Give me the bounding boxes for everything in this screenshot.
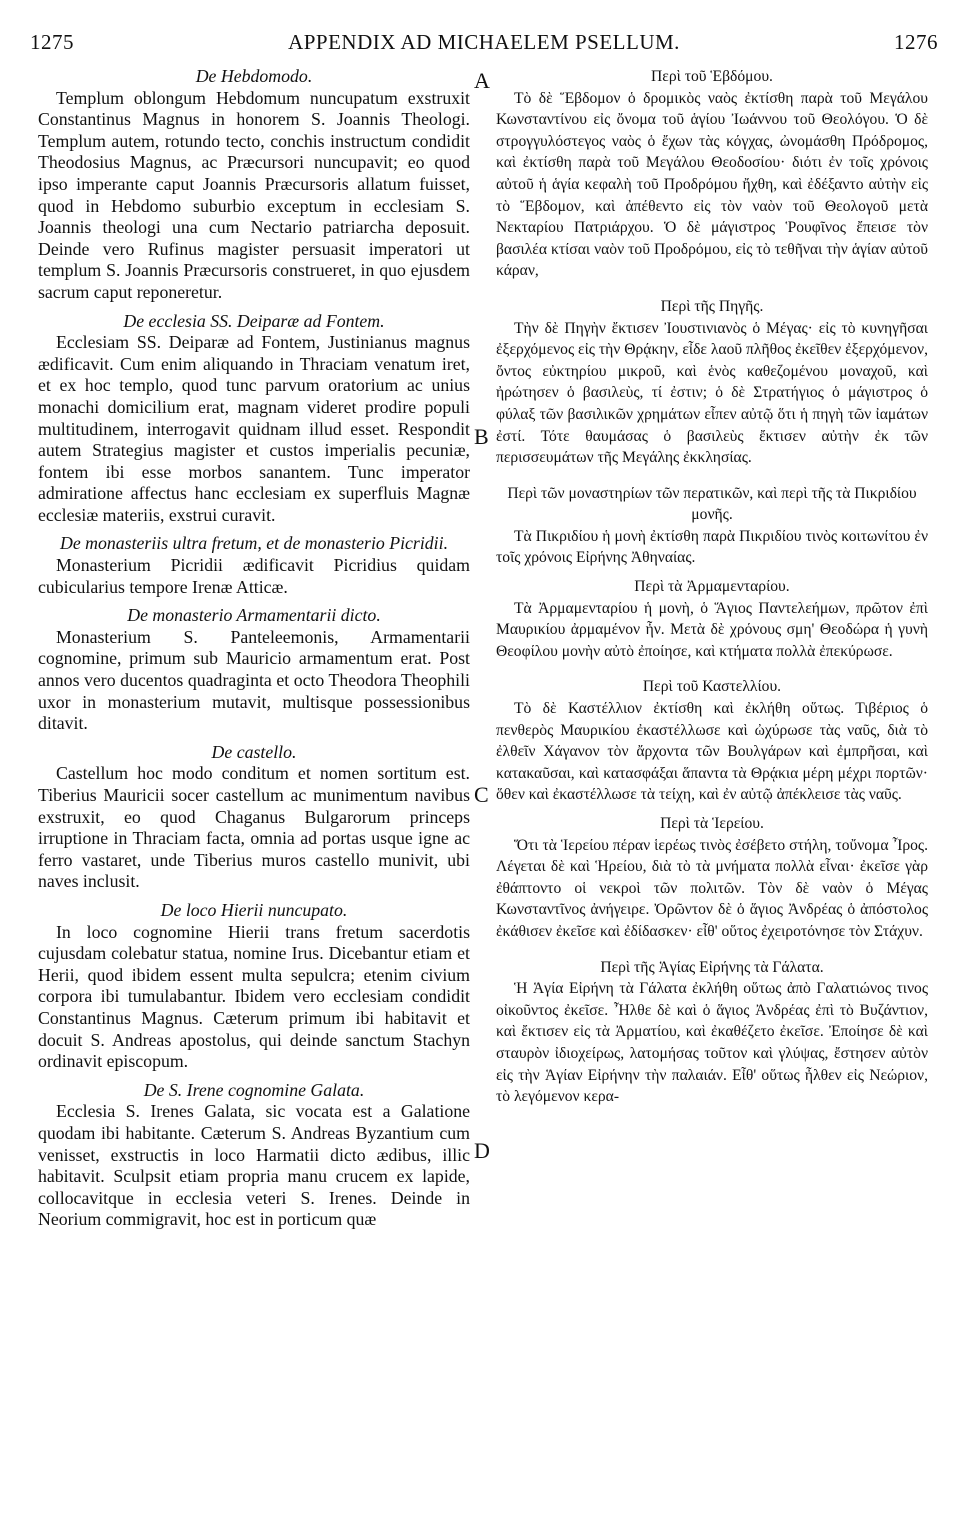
marker-c: C	[474, 782, 489, 807]
section-text: Ἡ Ἁγία Εἰρήνη τὰ Γάλατα ἐκλήθη οὕτως ἀπὸ Γαλατιώνος τινος οἰκοῦντος ἐκεῖσε. Ἦλθε δὲ καὶ ὁ ἅγιος Ἀνδρέας ἐπὶ τὸ Βυζάντιον, καὶ ἔκτισεν εἰς τὰ Ἀρματίου, καὶ ἐκαθέζετο ἐκεῖσε. Ἐποίησε δὲ καὶ σταυρὸν ἰδιοχείρως, λατομήσας τοῦτον καὶ γλύψας, ἔστησεν αὐτὸν εἰς τὴν Ἁγίαν Εἰρήνην τὴν παλαιάν. Εἶθ' οὕτως ἦλθεν εἰς Νεώριον, τὸ λεγόμενον κερα-	[496, 980, 928, 1106]
marker-a: A	[474, 68, 490, 93]
section-heading: Περὶ τοῦ Ἑβδόμου.	[651, 68, 773, 85]
latin-section	[38, 533, 470, 598]
greek-section	[496, 957, 928, 1108]
latin-section	[38, 742, 470, 893]
latin-section	[38, 1080, 470, 1231]
greek-section	[496, 576, 928, 662]
section-text: Monasterium Picridii ædificavit Picridius quidam cubicularius tempore Irenæ Atticæ.	[38, 555, 470, 597]
section-text: Templum oblongum Hebdomum nuncupatum exstruxit Constantinus Magnus in honorem S. Joannis Theologi. Templum autem, rotundo tecto, conchis instructum condidit Theodosius Magnus, ac Præcursori nuncupavit; eo quod ipso imperante caput Joannis Præcursoris allatum fuisset, quod in Hebdomo suburbio exceptum in ecclesiam S. Joannis theologi una cum Nectario patriarcha deposuit. Deinde vero Rufinus magister persuasit imperatori ut templum S. Joannis Præcursoris construeret, in quo ejusdem sacrum caput reponeretur.	[38, 87, 470, 302]
greek-section	[496, 66, 928, 282]
section-text: Ecclesia S. Irenes Galata, sic vocata est a Galatione quodam ibi habitante. Cæterum S. Andreas Byzantium cum venisset, exstructis in loco Harmatii dicto ædibus, illic habitavit. Sculpsit etiam propria manu crucem ex lapide, collocavitque in ecclesia veteri S. Irenes. Deinde in Neorium commigravit, hoc est in porticum quæ	[38, 1101, 470, 1230]
section-heading: De S. Irene cognomine Galata.	[143, 1079, 365, 1100]
section-heading: Περὶ τῆς Πηγῆς.	[660, 297, 764, 315]
greek-section	[496, 483, 928, 569]
page-number-right: 1276	[894, 30, 938, 54]
greek-column	[496, 66, 928, 1108]
section-text: Monasterium S. Panteleemonis, Armamentarii cognomine, primum sub Mauricio armamentum erat. Post annos vero ducentos quadraginta et octo Theodora Theophili uxor in monasterium mutavit, multisque possessionibus ditavit.	[38, 626, 470, 734]
latin-section	[38, 900, 470, 1073]
section-heading: Περὶ τὰ Ἱερείου.	[660, 815, 764, 832]
section-text: Τὸ δὲ Καστέλλιον ἐκτίσθη καὶ ἐκλήθη οὕτως. Τιβέριος ὁ πενθερὸς Μαυρικίου ἐκαστέλλωσε καὶ ὠχύρωσε τὰς ναῦς, διὰ τὸ ἐλθεῖν Χάγανον τὸν ἄρχοντα τῶν Βουλγάρων καὶ ἐμπρῆσαι, καὶ κατακαῦσαι, καὶ κατασφάξαι ἅπαντα τὰ Θρᾴκια μέρη μέχρι πορτῶν· ὅθεν καὶ ἐκαστέλλωσε τὰ τείχη, καὶ ἐν αὐτῷ ἀπέκλεισε τὰς ναῦς.	[496, 700, 928, 804]
section-heading: Περὶ τῆς Ἁγίας Εἰρήνης τὰ Γάλατα.	[600, 958, 824, 976]
running-title: APPENDIX AD MICHAELEM PSELLUM.	[288, 30, 680, 54]
latin-section	[38, 311, 470, 527]
greek-section	[496, 296, 928, 469]
section-heading: De ecclesia SS. Deiparæ ad Fontem.	[123, 310, 385, 331]
section-text: Ὅτι τὰ Ἱερείου πέραν ἱερέως τινὸς ἐσέβετο στήλη, τοὔνομα Ἶρος. Λέγεται δὲ καὶ Ἡρείου, διὰ τὸ τὰ μνήματα πολλὰ εἶναι· ἐκεῖσε γὰρ ἐθάπτοντο οἱ νεκροὶ τῶν πολιτῶν. Τὸν δὲ ναὸν ὁ Μέγας Κωνσταντῖνος ἀνήγειρε. Ὀρῶντον δὲ ὁ ἅγιος Ἀνδρέας ὁ ἀπόστολος ἐκάθισεν ἐκεῖσε καὶ ἐδίδασκεν· εἶθ' οὕτος ἐχειροτόνησε τὸν Στάχυν.	[496, 836, 928, 940]
section-heading: Περὶ τὰ Ἀρμαμενταρίου.	[634, 578, 790, 596]
section-heading: De monasterio Armamentarii dicto.	[127, 605, 381, 626]
section-heading: Περὶ τοῦ Καστελλίου.	[642, 678, 782, 696]
greek-section	[496, 676, 928, 806]
section-text: Τὰ Ἀρμαμενταρίου ἡ μονὴ, ὁ Ἅγιος Παντελεήμων, πρῶτον ἐπὶ Μαυρικίου ἀρμαμένον ἦν. Μετὰ δὲ χρόνους σμη' Θεοδώρα ἡ γυνὴ Θεοφίλου μονὴν αὐτὸ ἐποίησε, καὶ κτήματα πολλὰ ἐπεκύρωσε.	[496, 599, 928, 660]
section-heading: De castello.	[211, 741, 297, 762]
section-heading: De Hebdomodo.	[195, 66, 313, 86]
section-heading: Περὶ τῶν μοναστηρίων τῶν περατικῶν, καὶ περὶ τῆς τὰ Πικριδίου μονῆς.	[507, 484, 917, 524]
latin-column	[38, 66, 470, 1231]
section-text: Ecclesiam SS. Deiparæ ad Fontem, Justinianus magnus ædificavit. Cum enim aliquando in Thraciam venatum iret, et ex hoc templo, quod tunc parvum oratorium ac unius monachi domicilium erat, magnam videret prodire populi multitudinem, interrogavit quidnam illud esset. Respondit autem Strategius magister et custos imperialis pecuniæ, fontem ibi esse morbos sanantem. Tunc imperator admiratione affectus hanc ecclesiam ex superfluis Magnæ ecclesiæ materiis, exstrui curavit.	[38, 332, 470, 525]
page-number-left: 1275	[30, 30, 74, 54]
section-text: Τὰ Πικριδίου ἡ μονὴ ἐκτίσθη παρὰ Πικριδίου τινὸς κοιτωνίτου ἐν τοῖς χρόνοις Εἰρήνης Ἀθηναίας.	[496, 527, 928, 567]
section-text: Castellum hoc modo conditum et nomen sortitum est. Tiberius Mauricii socer castellum ac munimentum navibus exstruxit, eo quod Chaganus Bulgarorum princeps irruptione in Thraciam facta, omnia ad portas usque igne ac ferro vastaret, unde Tiberius muros castello munivit, ubi naves inclusit.	[38, 763, 470, 892]
section-heading: De monasteriis ultra fretum, et de monasterio Picridii.	[59, 533, 449, 554]
section-text: Τὴν δὲ Πηγὴν ἔκτισεν Ἰουστινιανὸς ὁ Μέγας· εἰς τὸ κυνηγῆσαι ἐξερχόμενος εἰς τὴν Θρᾴκην, εἶδε λαοῦ πλῆθος ἐκεῖθεν ἐξερχόμενον, ὄντος εὐκτηρίου μικροῦ, καὶ ἑνὸς καθεζομένου μοναχοῦ, καὶ ἠρώτησεν ὁ βασιλεὺς, τί ἐστιν; ὁ δὲ Στρατήγιος ὁ μάγιστρος ὁ φύλαξ τῶν βασιλικῶν χρημάτων εἶπεν αὐτῷ ὅτι ἡ πηγὴ τῶν ἰαμάτων ἐστί. Τότε θαυμάσας ὁ βασιλεὺς ἔκτισεν αὐτὴν ἐκ τῶν περισσευμάτων τῆς Μεγάλης ἐκκλησίας.	[496, 319, 928, 467]
latin-section	[38, 66, 470, 304]
section-text: In loco cognomine Hierii trans fretum sacerdotis cujusdam colebatur statua, nomine Irus. Dicebantur etiam et Herii, quod ibidem essent multa sepulcra; etenim civium corpora ibi tumulabantur. Ibidem vero ecclesiam condidit Constantinus Magnus. Cæterum primum ibi habitavit et docuit S. Andreas apostolus, qui deinde sanctum Stachyn ordinavit episcopum.	[38, 921, 470, 1072]
latin-section	[38, 605, 470, 735]
marker-b: B	[474, 424, 489, 449]
marker-d: D	[474, 1138, 490, 1163]
section-heading: De loco Hierii nuncupato.	[160, 899, 348, 920]
page-header	[30, 30, 938, 60]
greek-section	[496, 813, 928, 943]
section-text: Τὸ δὲ Ἕβδομον ὁ δρομικὸς ναὸς ἐκτίσθη παρὰ τοῦ Μεγάλου Κωνσταντίνου εἰς ὄνομα τοῦ ἁγίου Ἰωάννου τοῦ Θεολόγου. Ὁ δὲ στρογγυλόστεγος ναὸς ὁ ἔχων τὰς κόγχας, ὠνομάσθη Πρόδρομος, καὶ ἐκτίσθη παρὰ τοῦ Μεγάλου Θεοδοσίου· διότι ἐν τοῖς χρόνοις αὐτοῦ ἡ ἁγία κεφαλὴ τοῦ Προδρόμου ἤχθη, καὶ ἐδέξαντο αὐτὴν εἰς τὸ Ἕβδομον, καὶ ἀπέθεντο εἰς τὸν ναὸν τοῦ Θεολογοῦ μετὰ Νεκταρίου Πατριάρχου. Ὁ δὲ μάγιστρος Ῥουφῖνος ἔπεισε τὸν βασιλέα κτίσαι ναὸν τοῦ Προδρόμου, εἰς τὸ τεθῆναι τὴν ἁγίαν αὐτοῦ κάραν,	[496, 89, 928, 280]
